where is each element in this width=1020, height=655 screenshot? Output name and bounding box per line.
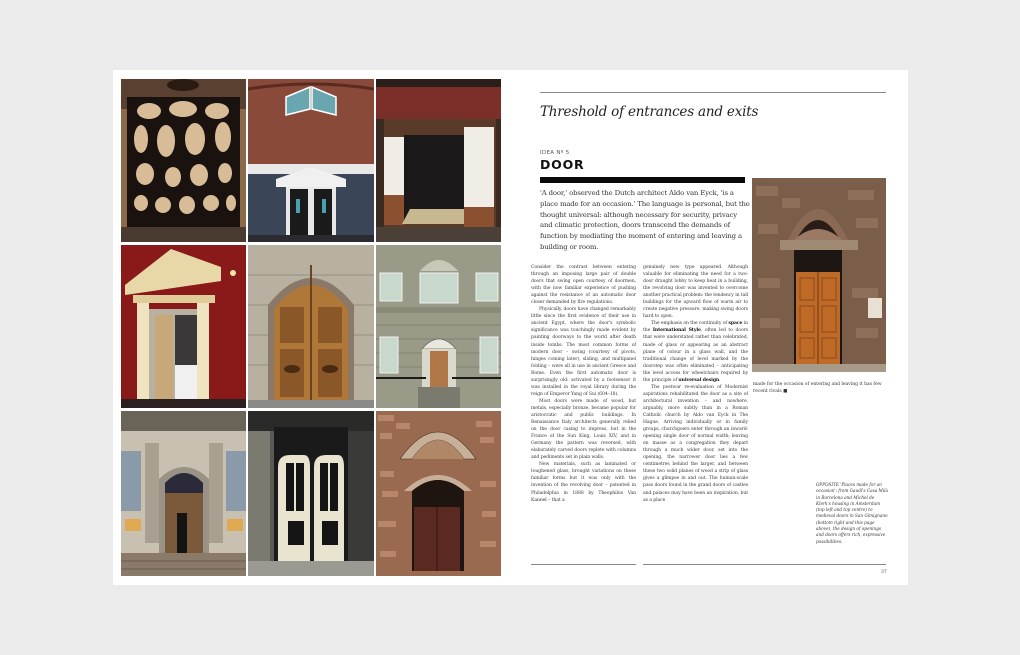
section-title: Threshold of entrances and exits	[540, 104, 759, 120]
body-paragraph: The postwar re-evaluation of Modernist aspirations rehabilitated the door as a site of architectural invention – and nowhere, arguably, more subtly than in a Roman Catholic church by Aldo van Eyck in The Hague. Arriving individually or in family groups, churchgoers enter through an inward-opening single door of normal width; leaving en masse as a congregation they depart through a much wider door, set into the opening, the narrower door lies a few centimetres behind the larger, and between these two solid planes of wood a strip of glass gives a glimpse in and out. The human-scale pass doors found in the grand doors of castles and palaces may have been an inspiration, but as a place	[643, 384, 748, 503]
photo-japanese-sliding-doors	[376, 79, 501, 242]
body-paragraph: Consider the contrast between entering through an imposing large pair of double doors that swing open courtesy of doormen, with the now familiar experience of pushing against the resistance of an automatic door closer demanded by fire regulations.	[531, 265, 636, 306]
cross-reference-universal-design[interactable]: universal design	[678, 377, 720, 383]
photo-art-nouveau-glazed-doors	[248, 411, 374, 576]
page-number: 37	[881, 570, 887, 575]
photo-gaudi-casa-mila-ironwork	[121, 79, 246, 242]
bottom-rule-column-2	[643, 564, 886, 565]
body-column-1	[531, 264, 636, 504]
idea-number-label: IDEA Nº 5	[540, 150, 570, 156]
photo-amsterdam-brick-doorway	[248, 79, 374, 242]
cross-reference-international-style[interactable]: International Style	[652, 328, 701, 334]
title-bar-divider	[540, 177, 745, 183]
photo-georgian-fanlight-entrance	[376, 245, 501, 408]
body-column-2	[643, 264, 748, 504]
body-paragraph: New materials, such as laminated or toughened glass, brought variations on these familiar forms but it was only with the invention of the revolving door – patented in Philadelphia in 1888 by Theophilus Van Kannel – that a	[531, 462, 636, 503]
body-paragraph: Most doors were made of wood, but metals, especially bronze, became popular for aristocratic and public buildings. In Renaissance Italy architects generally relied on the door casing to impress, but in the France of the Sun King, Louis XIV, and in Germany the pattern was reversed, with elaborately carved doors replete with columns and pediments set in plain walls.	[531, 398, 636, 461]
text-run: in the	[643, 321, 748, 334]
top-rule	[540, 92, 886, 93]
book-spread	[113, 70, 908, 585]
idea-title: DOOR	[540, 157, 585, 172]
cross-reference-space[interactable]: space	[728, 321, 743, 327]
side-caption: made for the occasion of entering and leaving it has few recent rivals ■	[753, 382, 882, 395]
bottom-rule-column-1	[531, 564, 636, 565]
photo-classical-red-wall-doorcase	[121, 245, 246, 408]
photo-grid	[121, 79, 501, 576]
text-run: .	[719, 377, 721, 383]
photo-caption: OPPOSITE 'Places made for an occasion': from Gaudí's Casa Milà in Barcelona and Michel de Klerk's housing in Amsterdam (top left and top centre) to medieval doors in San Gimignano (bottom right and this page above), the design of openings and doors offers rich, expressive possibilities.	[816, 482, 889, 544]
text-run: , often led to doors that were understated rather than celebrated, made of glass or appearing as an abstract plane of colour in a glass wall, and the traditional change of level marked by the doorstep was often eliminated – anticipating the level access for wheelchairs required by the principle of	[643, 328, 748, 383]
photo-carved-wooden-double-door	[248, 245, 374, 408]
text-run: The emphasis on the continuity of	[651, 321, 729, 327]
body-paragraph: genuinely new type appeared. Although valuable for eliminating the need for a two-door draught lobby to keep heat in a building, the revolving door was invented to overcome another practical problem: the tendency in tall buildings for the upward flow of warm air to create negative pressure, making swing doors hard to open.	[643, 265, 748, 320]
photo-rubble-stone-arched-door	[376, 411, 501, 576]
body-paragraph	[643, 320, 748, 383]
intro-paragraph: 'A door,' observed the Dutch architect Aldo van Eyck, 'is a place made for an occasion.' The language is personal, but the thought universal: although necessary for security, privacy and climatic protection, doors transcend the demands of function by mediating the moment of entering and leaving a building or room.	[540, 189, 750, 251]
body-paragraph: Physically, doors have changed remarkably little since the first evidence of their use in ancient Egypt, where the door's symbolic significance was touchingly made evident by painting doorways to the world after death inside tombs. The most common forms of modern door – swing (courtesy of pivots, hinges coming later), sliding, and multipanel folding – were all in use in ancient Greece and Rome. Even the first automatic door is surprisingly old: activated by a footsensor it was installed in the royal library during the reign of Emperor Yang of Sui (604–18).	[531, 307, 636, 397]
photo-san-gimignano-door	[752, 178, 886, 372]
photo-mannerist-rusticated-portal	[121, 411, 246, 576]
